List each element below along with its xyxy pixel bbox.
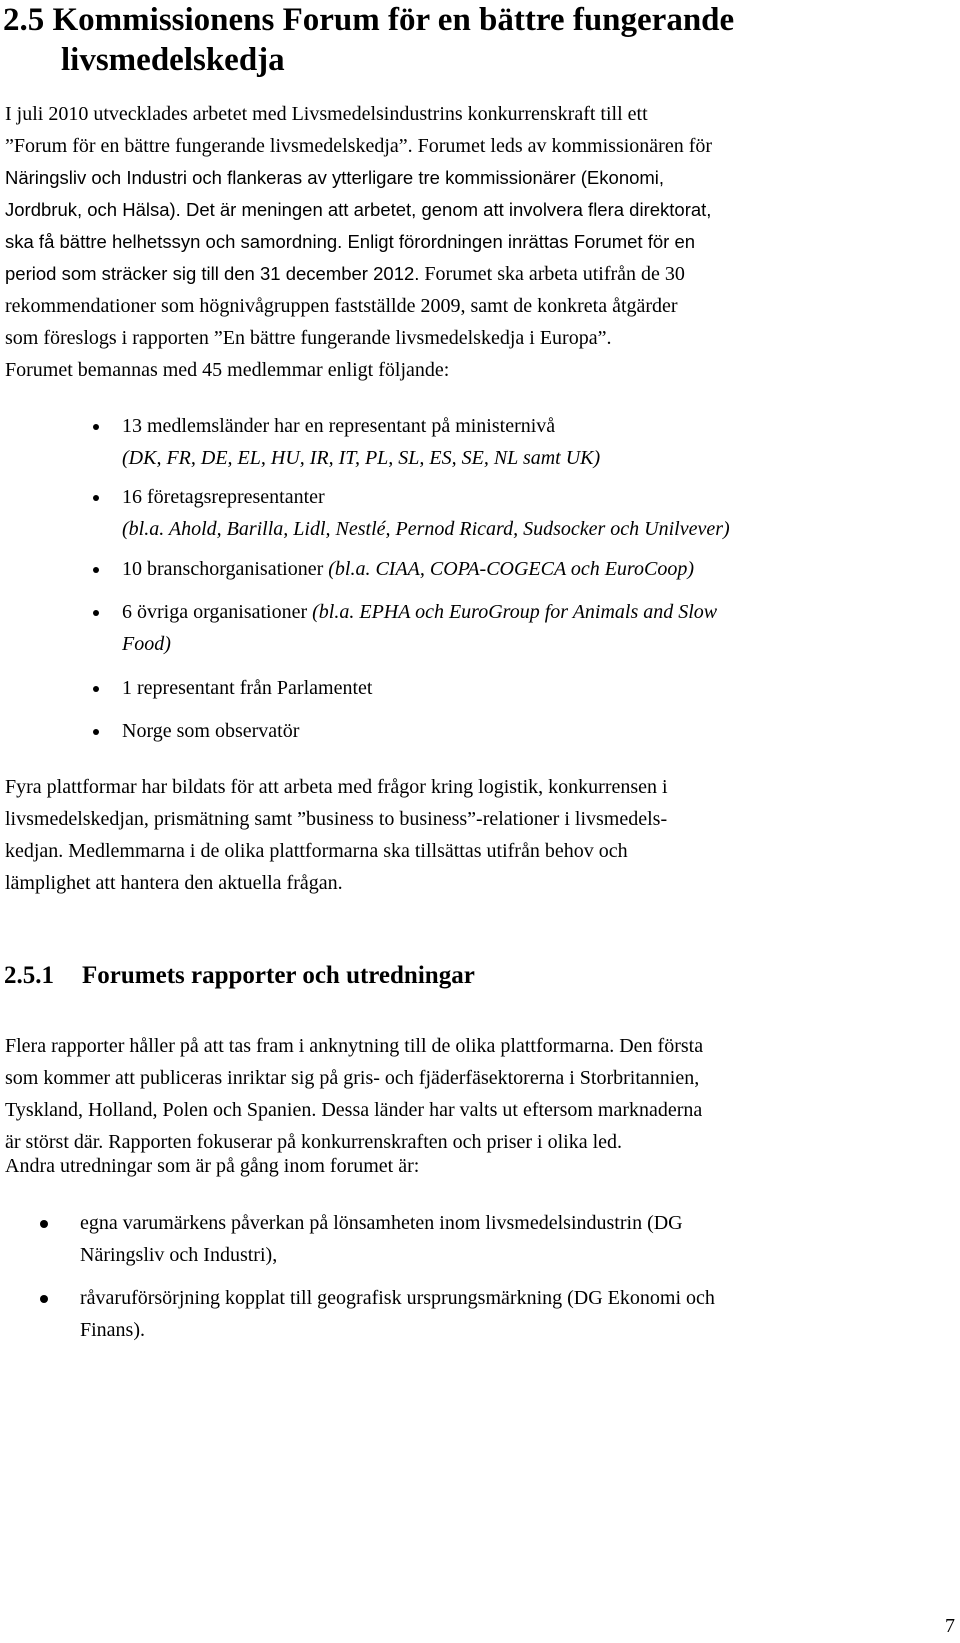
list-item-text: 16 företagsrepresentanter [122,486,325,508]
section-heading-line: 2.5 Kommissionens Forum för en bättre fungerande [3,2,735,38]
text-line: I juli 2010 utvecklades arbetet med Livsmedelsindustrins konkurrenskraft till ett [5,103,648,125]
list-item-text: 10 branschorganisationer [122,558,329,580]
list-item-text: råvaruförsörjning kopplat till geografisk ursprungsmärkning (DG Ekonomi och [80,1287,715,1309]
reports-paragraph [5,1030,945,1158]
text-fragment: Jordbruk, och Hälsa). [5,199,181,220]
text-fragment: period som sträcker sig till den 31 december 2012. [5,263,420,284]
studies-intro: Andra utredningar som är på gång inom forumet är: [5,1155,420,1177]
page-number: 7 [945,1615,955,1637]
list-item-detail: (bl.a. Ahold, Barilla, Lidl, Nestlé, Pernod Ricard, Sudsocker och Unilvever) [122,518,730,540]
text-line: livsmedelskedjan, prismätning samt ”business to business”-relationer i livsmedels- [5,808,668,830]
subsection-title: Forumets rapporter och utredningar [82,962,475,989]
bullet-icon [40,1295,48,1303]
list-item-text: 6 övriga organisationer [122,601,313,623]
list-item-text: 13 medlemsländer har en representant på ministernivå [122,415,556,437]
text-line: Fyra plattformar har bildats för att arbeta med frågor kring logistik, konkurrensen i [5,776,668,798]
text-line: som föreslogs i rapporten ”En bättre fungerande livsmedelskedja i Europa”. [5,327,612,349]
section-heading-line: livsmedelskedja [61,42,285,78]
text-fragment: Det är meningen att arbetet, genom att involvera flera direktorat, [180,199,712,220]
list-item-detail: (bl.a. CIAA, COPA-COGECA och EuroCoop) [328,558,694,580]
list-item-text: egna varumärkens påverkan på lönsamheten inom livsmedelsindustrin (DG [80,1212,683,1234]
bullet-icon [93,495,99,501]
list-item-text: 1 representant från Parlamentet [122,677,373,699]
text-line: ”Forum för en bättre fungerande livsmedelskedja”. Forumet leds av kommissionären för [5,135,713,157]
text-line: Tyskland, Holland, Polen och Spanien. Dessa länder har valts ut eftersom marknaderna [5,1099,703,1121]
text-fragment: ska få bättre helhetssyn och samordning. [5,231,343,252]
subsection-heading [4,960,904,992]
members-intro: Forumet bemannas med 45 medlemmar enligt följande: [5,359,450,381]
platforms-paragraph [5,771,945,899]
subsection-number: 2.5.1 [4,962,54,989]
text-line: som kommer att publiceras inriktar sig på gris- och fjäderfäsektorerna i Storbritannien, [5,1067,700,1089]
bullet-icon [40,1220,48,1228]
intro-paragraph [5,98,945,354]
text-line: rekommendationer som högnivågruppen fastställde 2009, samt de konkreta åtgärder [5,295,678,317]
text-line: är störst där. Rapporten fokuserar på konkurrenskraften och priser i olika led. [5,1131,623,1153]
text-line: Näringsliv och Industri och flankeras av ytterligare tre kommissionärer (Ekonomi, [5,167,665,188]
text-line: lämplighet att hantera den aktuella frågan. [5,872,343,894]
list-item-detail: Food) [122,633,171,655]
text-fragment: Enligt förordningen inrättas Forumet för en [342,231,696,252]
bullet-icon [93,686,99,692]
list-item-text: Näringsliv och Industri), [80,1244,278,1266]
section-heading [3,0,943,80]
bullet-icon [93,567,99,573]
text-line: Flera rapporter håller på att tas fram i anknytning till de olika plattformarna. Den första [5,1035,704,1057]
text-line: kedjan. Medlemmarna i de olika plattformarna ska tillsättas utifrån behov och [5,840,628,862]
list-item-detail: (bl.a. EPHA och EuroGroup for Animals and Slow [312,601,718,623]
text-fragment: Forumet ska arbeta utifrån de 30 [419,263,685,285]
bullet-icon [93,729,99,735]
list-item-detail: (DK, FR, DE, EL, HU, IR, IT, PL, SL, ES, SE, NL samt UK) [122,447,601,469]
bullet-icon [93,610,99,616]
list-item-text: Norge som observatör [122,720,300,742]
bullet-icon [93,424,99,430]
list-item-text: Finans). [80,1319,145,1341]
